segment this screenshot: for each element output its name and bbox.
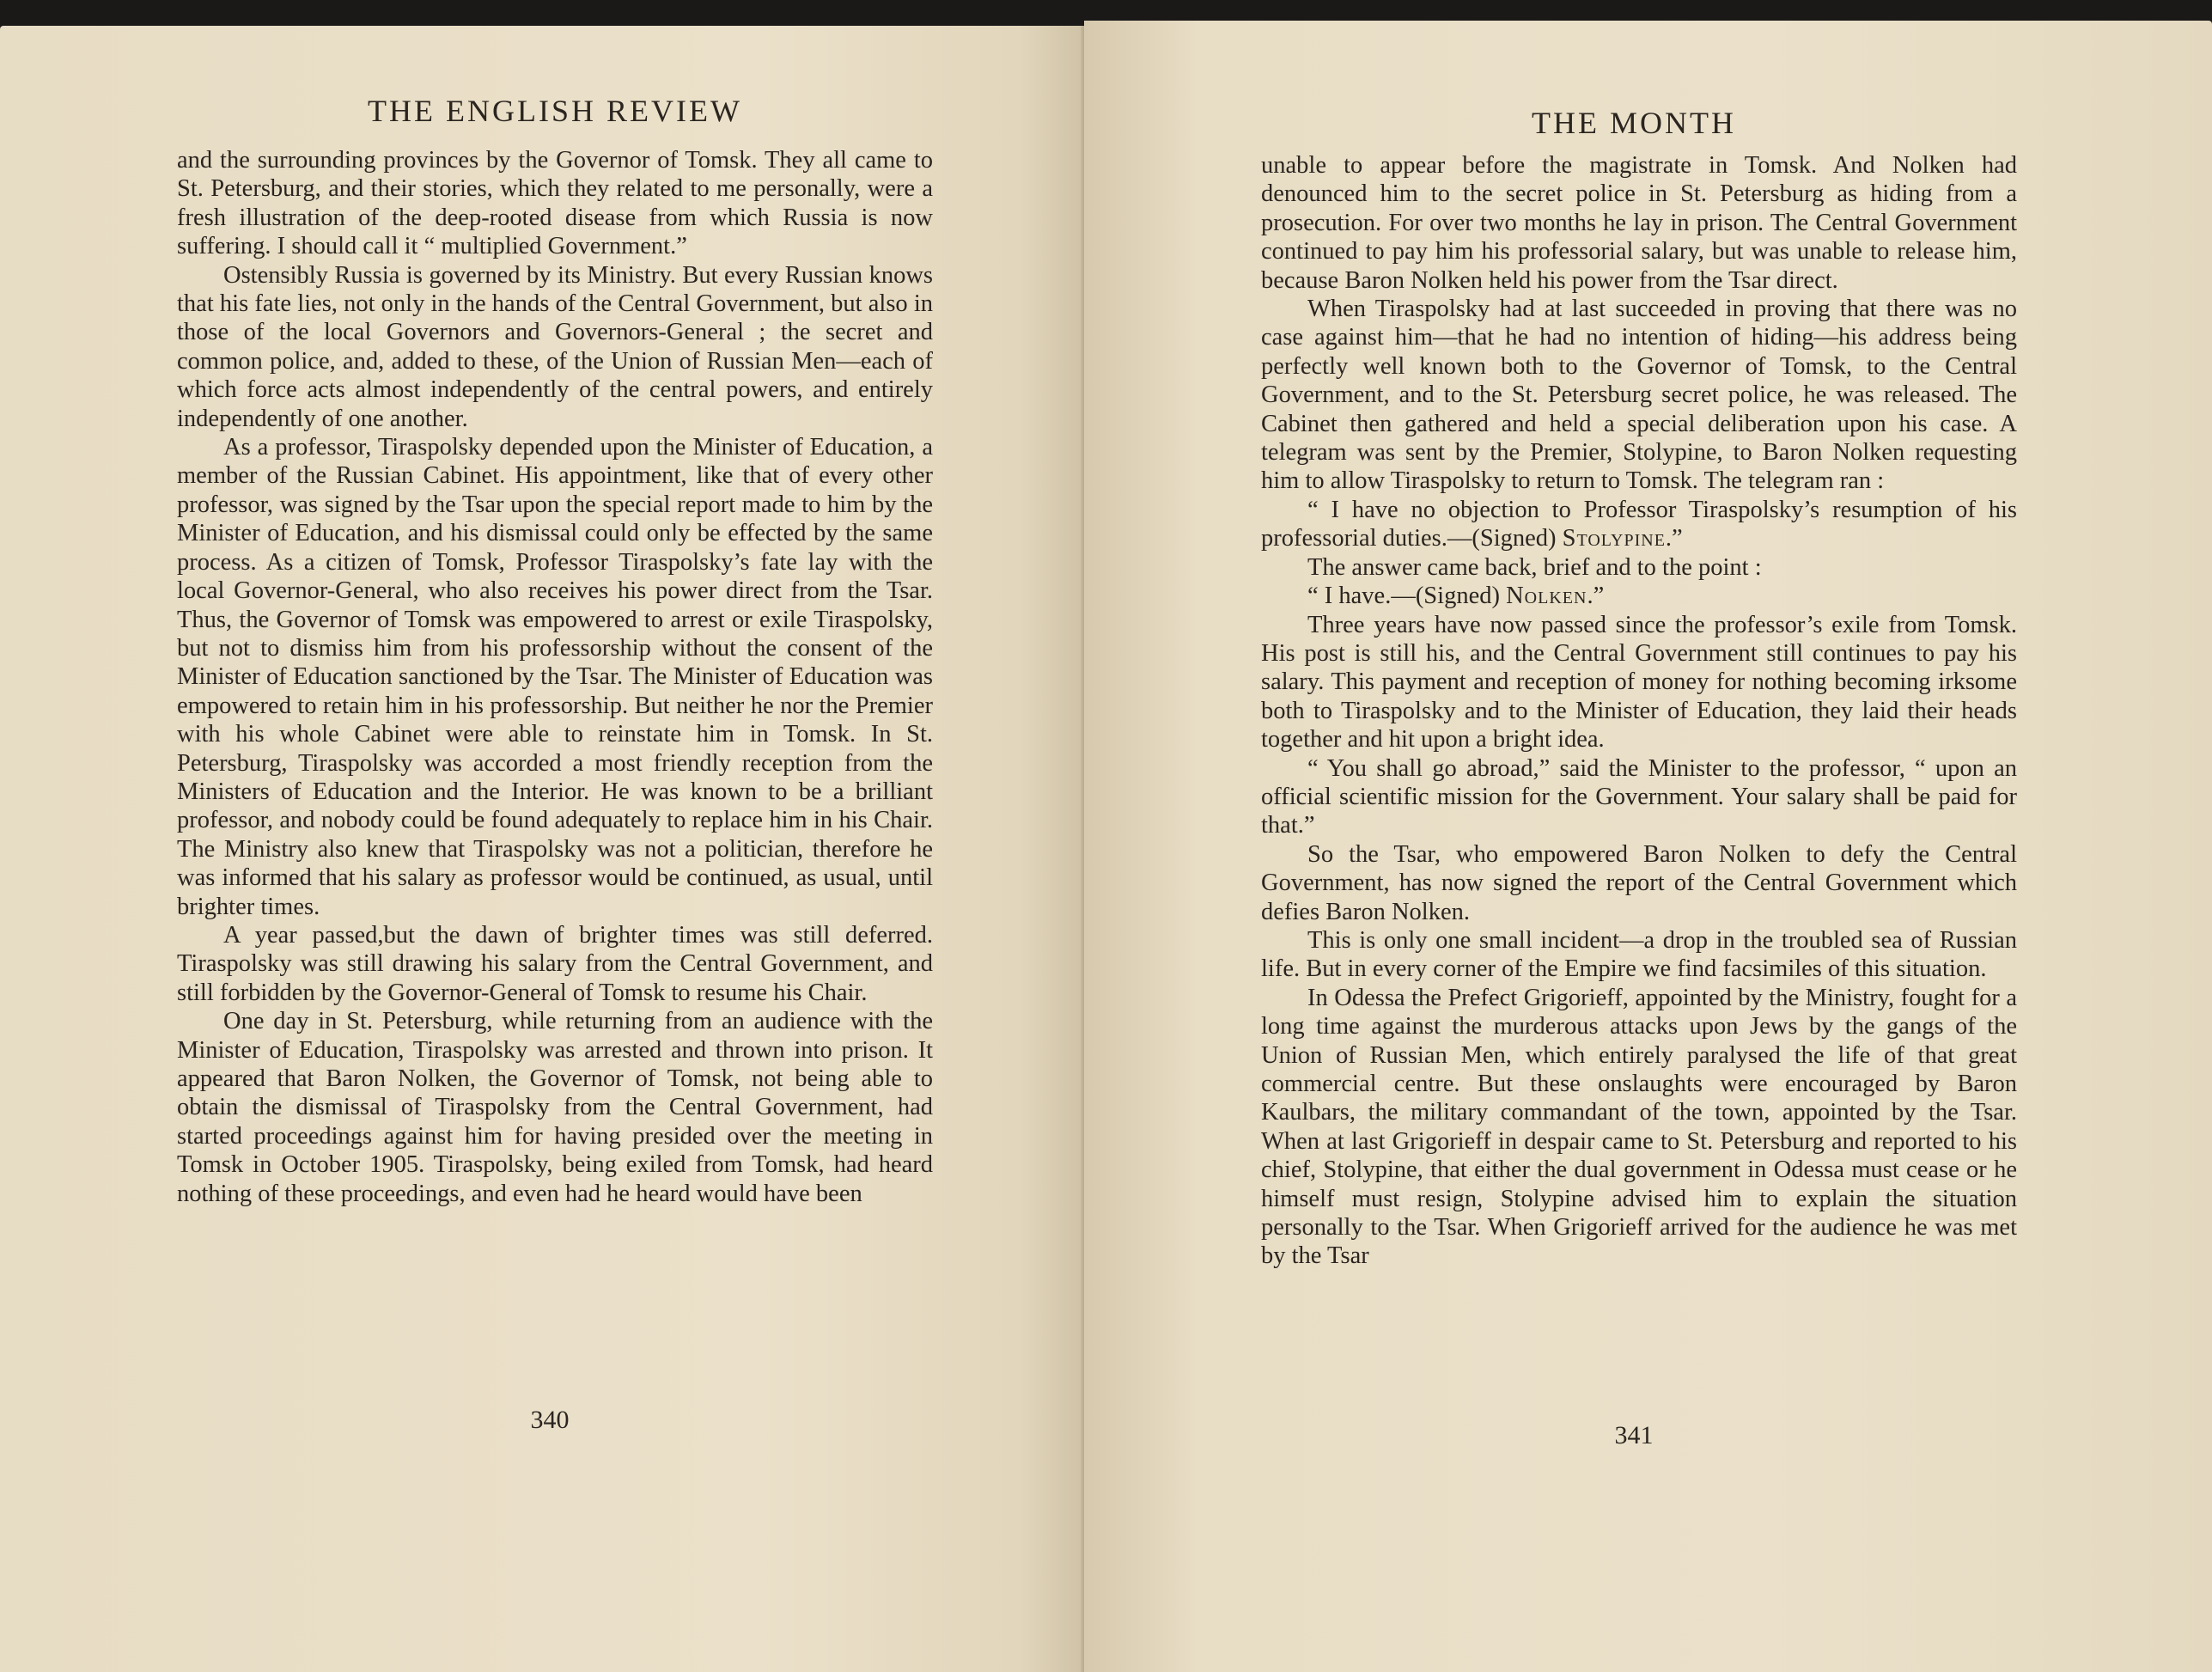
paragraph: As a professor, Tiraspolsky depended upon the Minister of Education, a member of the Russian Cabinet. His appointment, like that of every other professor, was signed by the Tsar upon the special report made to him by the Minister of Education, and his dismissal could only be effected by the same process. As a citizen of Tomsk, Professor Tiraspolsky’s fate lay with the local Governor-General, who also receives his power direct from the Tsar. Thus, the Governor of Tomsk was empowered to arrest or exile Tiraspolsky, but not to dismiss him from his professorship without the consent of the Minister of Education sanctioned by the Tsar. The Minister of Education was empowered to retain him in his professorship. But neither he nor the Premier with his whole Cabinet were able to reinstate him in Tomsk. In St. Petersburg, Tiraspolsky was accorded a most friendly reception from the Ministers of Education and the Interior. He was known to be a brilliant professor, and nobody could be found adequately to replace him in his Chair. The Ministry also knew that Tiraspolsky was not a politician, therefore he was informed that his salary as professor would be continued, as usual, until brighter times. [177, 434, 933, 920]
signature-close: .” [1665, 525, 1683, 552]
running-head-right: THE MONTH [1532, 106, 1736, 140]
signature-nolken: Nolken [1506, 583, 1587, 610]
paragraph: When Tiraspolsky had at last succeeded in proving that there was no case against him—that he had no intention of hiding—his address being perfectly well known both to the Governor of Tomsk, to the Central Government, and to the St. Petersburg secret police, he was released. The Cabinet then gathered and held a special deliberation upon his case. A telegram was sent by the Premier, Stolypine, to Baron Nolken requesting him to allow Tiraspolsky to return to Tomsk. The telegram ran : [1261, 296, 2017, 495]
paragraph: So the Tsar, who empowered Baron Nolken to defy the Central Government, has now signed the report of the Central Government which defies Baron Nolken. [1261, 840, 2017, 925]
paragraph: One day in St. Petersburg, while returning from an audience with the Minister of Education, Tiraspolsky was arrested and thrown into prison. It appeared that Baron Nolken, the Governor of Tomsk, not being able to obtain the dismissal of Tiraspolsky from the Central Government, had started proceedings against him for having presided over the meeting in Tomsk in October 1905. Tiraspolsky, being exiled from Tomsk, had heard nothing of these proceedings, and even had he heard would have been [177, 1008, 933, 1207]
telegram-quote [1261, 496, 2017, 553]
paragraph: and the surrounding provinces by the Governor of Tomsk. They all came to St. Petersburg, and their stories, which they related to me personally, were a fresh illustration of the deep-rooted disease from which Russia is now suffering. I should call it “ multiplied Government.” [177, 147, 933, 260]
left-page [0, 26, 1084, 1672]
paragraph: Ostensibly Russia is governed by its Ministry. But every Russian knows that his fate lies, not only in the hands of the Central Government, but also in those of the local Governors and Governors-General ; the secret and common police, and, added to these, of the Union of Russian Men—each of which force acts almost independently of the central powers, and entirely independently of one another. [177, 261, 933, 432]
reply-quote [1261, 582, 2017, 610]
paragraph: This is only one small incident—a drop in the troubled sea of Russian life. But in every corner of the Empire we find facsimiles of this situation. [1261, 926, 2017, 983]
right-page-body [1261, 151, 2017, 1271]
page-number-left: 340 [530, 1406, 570, 1434]
signature-close: .” [1587, 583, 1605, 610]
paragraph: Three years have now passed since the professor’s exile from Tomsk. His post is still his, and the Central Government still continues to pay his salary. This payment and reception of money for nothing becoming irksome both to Tiraspolsky and to the Minister of Education, they laid their heads together and hit upon a bright idea. [1261, 611, 2017, 754]
right-page [1084, 21, 2212, 1672]
reply-text: “ I have.—(Signed) [1307, 583, 1507, 610]
paragraph: In Odessa the Prefect Grigorieff, appointed by the Ministry, fought for a long time against the murderous attacks upon Jews by the gangs of the Union of Russian Men, which entirely paralysed the life of that great commercial centre. But these onslaughts were encouraged by Baron Kaulbars, the military commandant of the town, appointed by the Tsar. When at last Grigorieff in despair came to St. Petersburg and reported to his chief, Stolypine, that either the dual government in Odessa must cease or he himself must resign, Stolypine advised him to explain the situation personally to the Tsar. When Grigorieff arrived for the audience he was met by the Tsar [1261, 984, 2017, 1270]
paragraph: unable to appear before the magistrate in Tomsk. And Nolken had denounced him to the secret police in St. Petersburg as hiding from a prosecution. For over two months he lay in prison. The Central Government continued to pay him his professorial salary, but was unable to release him, because Baron Nolken held his power from the Tsar direct. [1261, 152, 2017, 294]
paragraph: A year passed,but the dawn of brighter times was still deferred. Tiraspolsky was still drawing his salary from the Central Government, and still forbidden by the Governor-General of Tomsk to resume his Chair. [177, 921, 933, 1006]
left-page-body [177, 146, 933, 1208]
running-head-left: THE ENGLISH REVIEW [368, 94, 742, 128]
paragraph: “ You shall go abroad,” said the Minister to the professor, “ upon an official scientific mission for the Government. Your salary shall be paid for that.” [1261, 754, 2017, 839]
page-number-right: 341 [1614, 1421, 1654, 1449]
telegram-text: “ I have no objection to Professor Tiraspolsky’s resumption of his professorial duties.—(Signed) [1261, 496, 2017, 552]
signature-stolypine: Stolypine [1562, 525, 1666, 552]
paragraph: The answer came back, brief and to the point : [1307, 553, 1762, 581]
